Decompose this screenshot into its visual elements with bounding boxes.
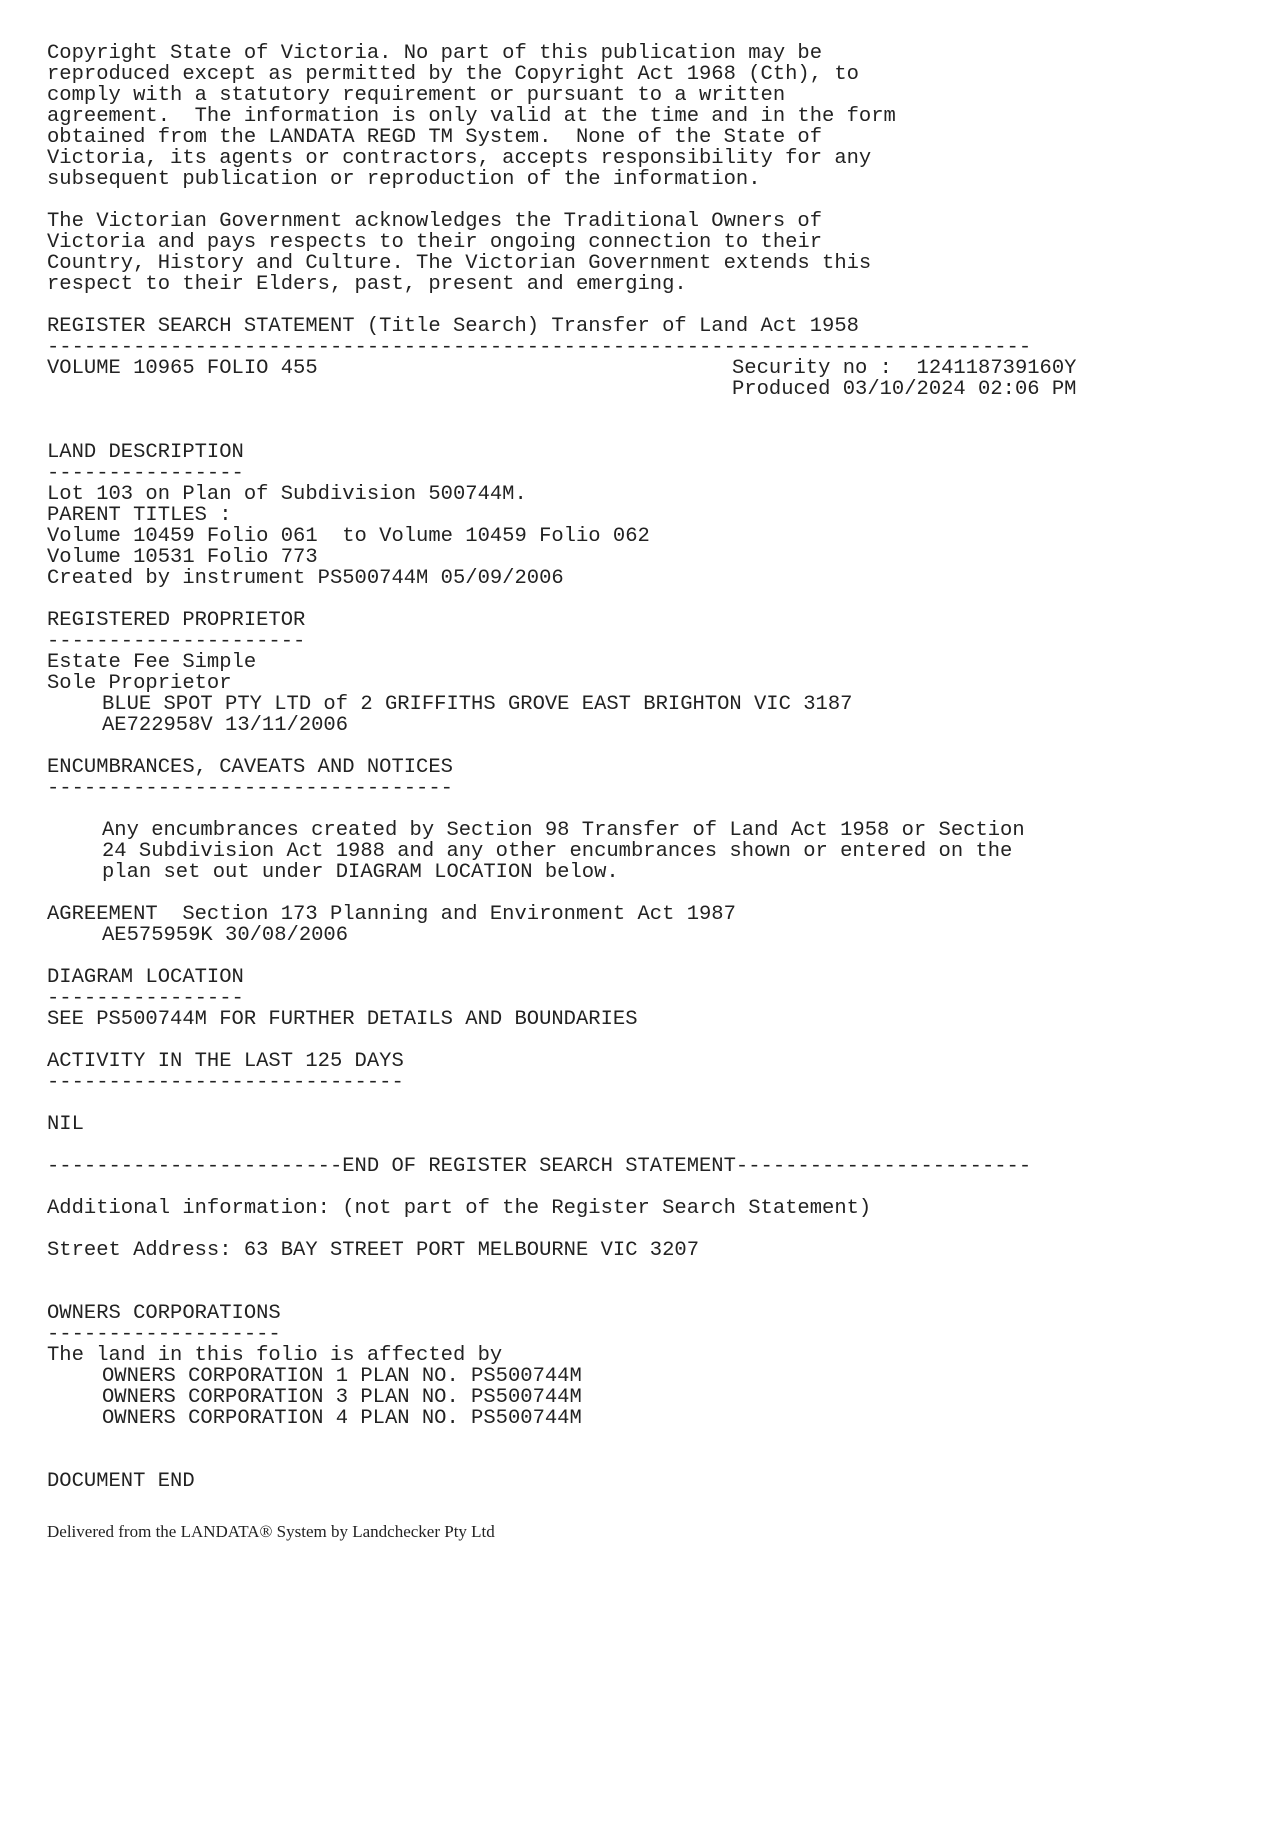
section-underline: ----------------------------- xyxy=(47,1071,404,1094)
document-title: REGISTER SEARCH STATEMENT (Title Search) Transfer of Land Act 1958 xyxy=(47,315,859,338)
security-number: Security no : 124118739160Y xyxy=(732,357,1077,380)
delivery-footer: Delivered from the LANDATA® System by Landchecker Pty Ltd xyxy=(47,1522,495,1541)
section-heading: OWNERS CORPORATIONS xyxy=(47,1302,281,1325)
owners-corporation-item: OWNERS CORPORATION 4 PLAN NO. PS500744M xyxy=(102,1407,582,1430)
acknowledgement-line: Country, History and Culture. The Victorian Government extends this xyxy=(47,252,872,275)
volume-folio: VOLUME 10965 FOLIO 455 xyxy=(47,357,318,380)
agreement-instrument: AE575959K 30/08/2006 xyxy=(102,924,349,947)
proprietor-name: BLUE SPOT PTY LTD of 2 GRIFFITHS GROVE EAST BRIGHTON VIC 3187 xyxy=(102,693,853,716)
copyright-line: Copyright State of Victoria. No part of this publication may be xyxy=(47,42,823,65)
section-heading: REGISTERED PROPRIETOR xyxy=(47,609,306,632)
acknowledgement-line: respect to their Elders, past, present and emerging. xyxy=(47,273,687,296)
section-underline: --------------------------------- xyxy=(47,777,453,800)
section-underline: ---------------- xyxy=(47,987,244,1010)
owners-corporations-section xyxy=(47,1303,1247,1429)
end-of-statement: ------------------------END OF REGISTER SEARCH STATEMENT------------------------ xyxy=(47,1155,1032,1178)
copyright-line: obtained from the LANDATA REGD TM System. None of the State of xyxy=(47,126,823,149)
copyright-line: subsequent publication or reproduction of the information. xyxy=(47,168,761,191)
document-end: DOCUMENT END xyxy=(47,1470,195,1493)
produced-date: Produced 03/10/2024 02:06 PM xyxy=(732,378,1077,401)
land-description-section xyxy=(47,442,1247,589)
encumbrance-line: Any encumbrances created by Section 98 Transfer of Land Act 1958 or Section xyxy=(102,819,1025,842)
owners-corporation-item: OWNERS CORPORATION 3 PLAN NO. PS500744M xyxy=(102,1386,582,1409)
proprietor-type: Sole Proprietor xyxy=(47,672,232,695)
copyright-line: agreement. The information is only valid at the time and in the form xyxy=(47,105,896,128)
section-underline: ---------------- xyxy=(47,462,244,485)
section-heading: DIAGRAM LOCATION xyxy=(47,966,244,989)
owners-corporation-item: OWNERS CORPORATION 1 PLAN NO. PS500744M xyxy=(102,1365,582,1388)
estate-type: Estate Fee Simple xyxy=(47,651,257,674)
section-underline: ------------------- xyxy=(47,1323,281,1346)
copyright-line: Victoria, its agents or contractors, accepts responsibility for any xyxy=(47,147,872,170)
encumbrances-section xyxy=(47,757,1247,946)
section-heading: LAND DESCRIPTION xyxy=(47,441,244,464)
registered-proprietor-section xyxy=(47,610,1247,736)
encumbrance-line: 24 Subdivision Act 1988 and any other encumbrances shown or entered on the xyxy=(102,840,1013,863)
title-reference-row xyxy=(47,358,1247,400)
proprietor-instrument: AE722958V 13/11/2006 xyxy=(102,714,349,737)
section-underline: --------------------- xyxy=(47,630,306,653)
agreement-line: AGREEMENT Section 173 Planning and Environment Act 1987 xyxy=(47,903,736,926)
land-line: Volume 10531 Folio 773 xyxy=(47,546,318,569)
copyright-line: comply with a statutory requirement or pursuant to a written xyxy=(47,84,786,107)
acknowledgement-notice xyxy=(47,211,1247,295)
copyright-line: reproduced except as permitted by the Copyright Act 1968 (Cth), to xyxy=(47,63,859,86)
register-search-document xyxy=(47,43,1247,1542)
land-line: PARENT TITLES : xyxy=(47,504,232,527)
diagram-location-section xyxy=(47,967,1247,1030)
acknowledgement-line: Victoria and pays respects to their ongoing connection to their xyxy=(47,231,823,254)
section-heading: ACTIVITY IN THE LAST 125 DAYS xyxy=(47,1050,404,1073)
activity-text: NIL xyxy=(47,1113,84,1136)
land-line: Created by instrument PS500744M 05/09/2006 xyxy=(47,567,564,590)
section-heading: ENCUMBRANCES, CAVEATS AND NOTICES xyxy=(47,756,453,779)
land-line: Lot 103 on Plan of Subdivision 500744M. xyxy=(47,483,527,506)
security-block xyxy=(732,358,1076,400)
acknowledgement-line: The Victorian Government acknowledges the Traditional Owners of xyxy=(47,210,823,233)
street-address: Street Address: 63 BAY STREET PORT MELBOURNE VIC 3207 xyxy=(47,1239,700,1262)
owners-corporation-intro: The land in this folio is affected by xyxy=(47,1344,503,1367)
diagram-location-text: SEE PS500744M FOR FURTHER DETAILS AND BOUNDARIES xyxy=(47,1008,638,1031)
activity-section xyxy=(47,1051,1247,1135)
copyright-notice xyxy=(47,43,1247,190)
land-line: Volume 10459 Folio 061 to Volume 10459 Folio 062 xyxy=(47,525,650,548)
title-rule: -------------------------------------------------------------------------------- xyxy=(47,336,1032,359)
encumbrance-line: plan set out under DIAGRAM LOCATION below. xyxy=(102,861,619,884)
additional-information: Additional information: (not part of the Register Search Statement) xyxy=(47,1197,872,1220)
